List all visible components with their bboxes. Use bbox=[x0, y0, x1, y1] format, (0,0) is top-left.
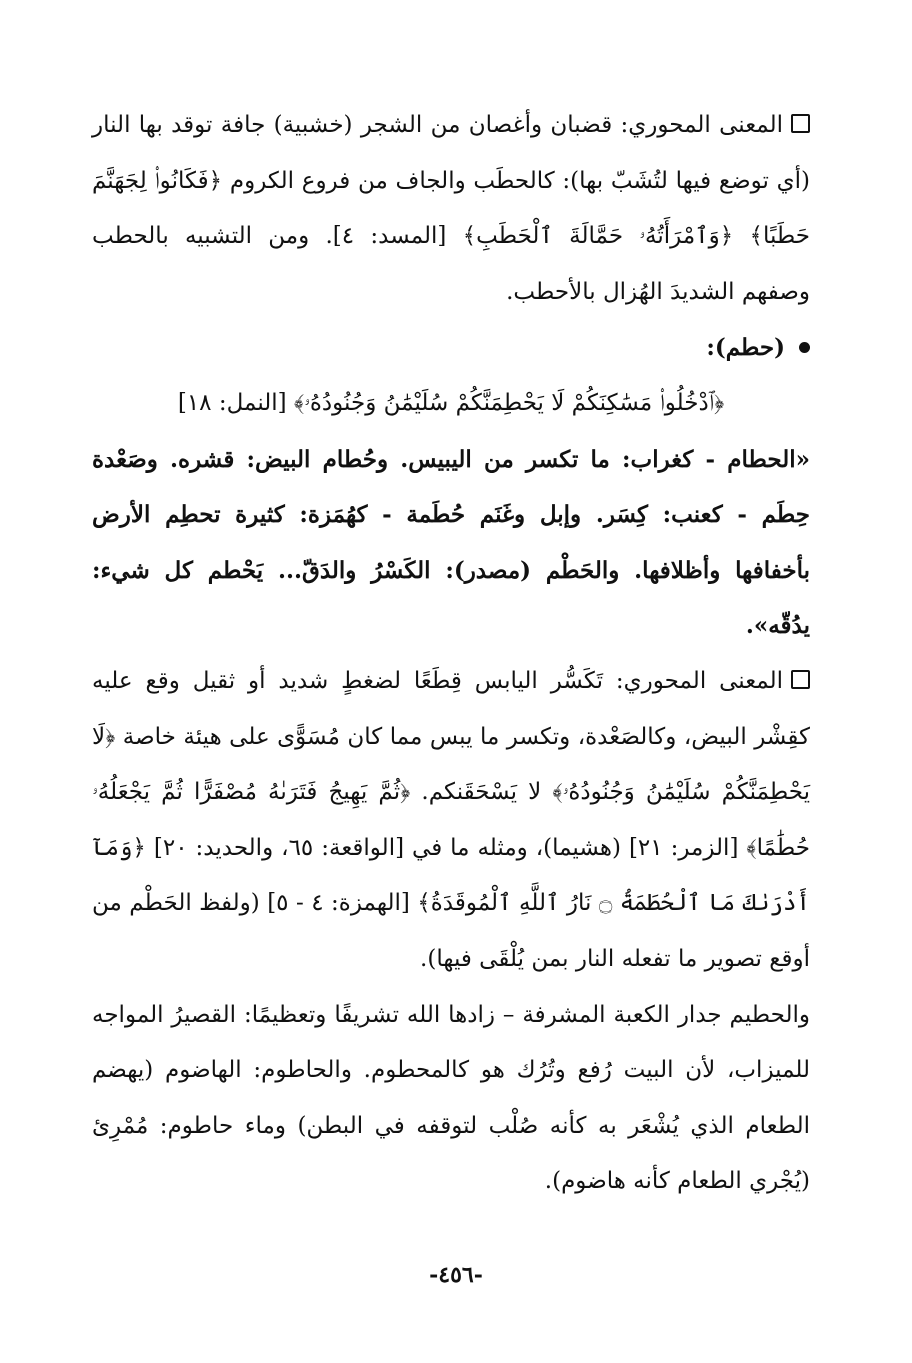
hollow-square-icon bbox=[791, 114, 810, 133]
paragraph-meaning-hatm bbox=[92, 654, 810, 988]
paragraph-hatim bbox=[92, 988, 810, 1210]
paragraph-text: «الحطام - كغراب: ما تكسر من اليبيس. وحُطام البيض: قشره. وصَعْدة حِطَم - كعنب: كِسَر. وإبل وغَنَم حُطَمة - كهُمَزة: كثيرة تحطِم الأرض بأخفافها وأظلافها. والحَطْم (مصدر): الكَسْرُ والدَقّ... يَحْطم كل شيء: يدُقّه». bbox=[92, 445, 810, 640]
entry-heading-text: (حطم): bbox=[706, 334, 785, 362]
paragraph-meaning-hatab bbox=[92, 98, 810, 320]
quranic-verse bbox=[92, 376, 810, 432]
hollow-square-icon bbox=[791, 670, 810, 689]
verse-text: ﴿ٱدْخُلُوا۟ مَسَٰكِنَكُمْ لَا يَحْطِمَنَّكُمْ سُلَيْمَٰنُ وَجُنُودُهُۥ﴾ [النمل: ١٨] bbox=[177, 389, 725, 416]
bullet-dot-icon bbox=[799, 342, 810, 353]
paragraph-text: المعنى المحوري: قضبان وأغصان من الشجر (خشبية) جافة توقد بها النار (أي توضع فيها لتُشَبّ بها): كالحطَب والجاف من فروع الكروم ﴿فَكَانُوا۟ لِجَهَنَّمَ حَطَبًا﴾ ﴿وَٱمْرَأَتُهُۥ حَمَّالَةَ ٱلْحَطَبِ﴾ [المسد: ٤]. ومن التشبيه بالحطب وصفهم الشديدَ الهُزال بالأحطب. bbox=[92, 112, 811, 305]
paragraph-text: والحطيم جدار الكعبة المشرفة – زادها الله تشريفًا وتعظيمًا: القصيرُ المواجه للميزاب، لأن البيت رُفع وتُرُك هو كالمحطوم. والحاطوم: الهاضوم (يهضم الطعام الذي يُشْعَر به كأنه صُلْب لتوقفه في البطن) وماء حاطوم: مُمْرِئ (يُجْري الطعام كأنه هاضوم). bbox=[92, 1001, 810, 1195]
page-body bbox=[92, 98, 810, 1210]
paragraph-lexicon-quote bbox=[92, 432, 810, 654]
paragraph-text: المعنى المحوري: تَكَسُّر اليابس قِطَعًا لضغطٍ شديد أو ثقيل وقع عليه كقِشْر البيض، وكالصَعْدة، وتكسر ما يبس مما كان مُسَوًّى على هيئة خاصة ﴿لَا يَحْطِمَنَّكُمْ سُلَيْمَٰنُ وَجُنُودُهُۥ﴾ لا يَسْحَقَنكم. ﴿ثُمَّ يَهِيجُ فَتَرَىٰهُ مُصْفَرًّا ثُمَّ يَجْعَلُهُۥ حُطَٰمًا﴾ [الزمر: ٢١] (هشيما)، ومثله ما في [الواقعة: ٦٥، والحديد: ٢٠] ﴿وَمَآ أَدْرَىٰكَ مَا ٱلْحُطَمَةُ ۝ نَارُ ٱللَّهِ ٱلْمُوقَدَةُ﴾ [الهمزة: ٤ - ٥] (ولفظ الحَطْم من أوقع تصوير ما تفعله النار بمن يُلْقَى فيها). bbox=[92, 667, 810, 972]
entry-heading bbox=[92, 320, 810, 376]
page-number: -٤٥٦- bbox=[429, 1262, 483, 1288]
